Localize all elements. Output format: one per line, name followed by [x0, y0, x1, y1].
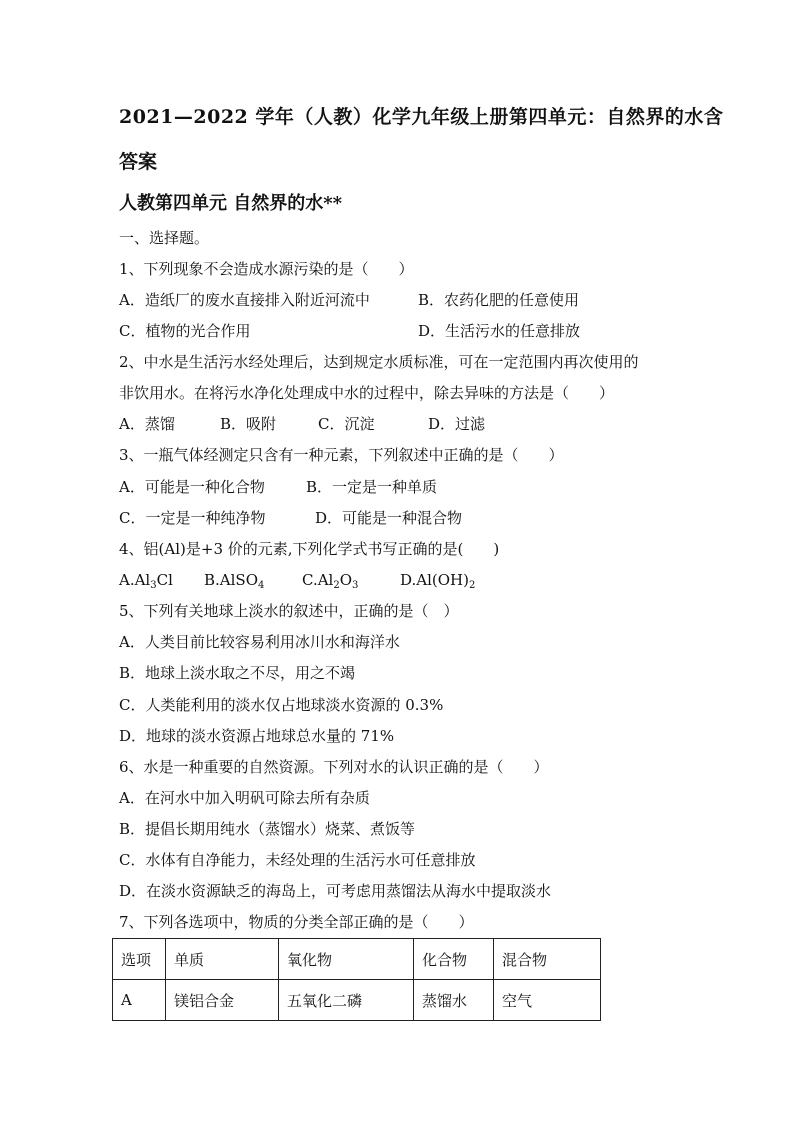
question-3-stem: 3、一瓶气体经测定只含有一种元素，下列叙述中正确的是（ ）	[119, 446, 564, 464]
question-4-stem: 4、铝(Al)是+3 价的元素,下列化学式书写正确的是( )	[119, 540, 500, 558]
question-5-stem: 5、下列有关地球上淡水的叙述中，正确的是（ ）	[119, 602, 459, 620]
table-cell: A	[113, 980, 166, 1021]
doc-title-continued: 答案	[119, 151, 158, 173]
question-2-option-d: D．过滤	[428, 415, 486, 433]
question-2-stem-line2: 非饮用水。在将污水净化处理成中水的过程中，除去异味的方法是（ ）	[119, 384, 615, 402]
table-cell: 空气	[494, 980, 601, 1021]
table-header-cell: 选项	[113, 939, 166, 980]
question-4-option-d: $D.Al(OH)_2$	[400, 571, 476, 591]
question-1-option-a: A．造纸厂的废水直接排入附近河流中	[119, 291, 370, 309]
doc-title: 2021—2022 学年（人教）化学九年级上册第四单元：自然界的水含	[119, 106, 724, 128]
question-5-option-b: B．地球上淡水取之不尽，用之不竭	[119, 664, 356, 682]
question-3-option-a: A．可能是一种化合物	[119, 478, 265, 496]
question-1-stem: 1、下列现象不会造成水源污染的是（ ）	[119, 260, 414, 278]
table-header-cell: 氧化物	[279, 939, 414, 980]
question-1-option-d: D．生活污水的任意排放	[418, 322, 581, 340]
table-header-row	[113, 939, 601, 980]
question-5-option-c: C．人类能利用的淡水仅占地球淡水资源的 0.3%	[119, 696, 444, 714]
question-4-option-c: $C.Al_2O_3$	[302, 571, 359, 591]
question-1-option-c: C．植物的光合作用	[119, 322, 251, 340]
table-row	[113, 980, 601, 1021]
question-3-option-c: C．一定是一种纯净物	[119, 509, 266, 527]
table-cell: 蒸馏水	[414, 980, 494, 1021]
question-4-option-a: $A.Al_3Cl$	[119, 571, 173, 591]
question-6-stem: 6、水是一种重要的自然资源。下列对水的认识正确的是（ ）	[119, 758, 549, 776]
question-2-stem-line1: 2、中水是生活污水经处理后，达到规定水质标准，可在一定范围内再次使用的	[119, 353, 639, 371]
classification-table	[112, 938, 601, 1021]
section-heading: 一、选择题。	[119, 229, 210, 247]
question-3-option-b: B．一定是一种单质	[306, 478, 438, 496]
question-5-option-d: D．地球的淡水资源占地球总水量的 71%	[119, 727, 395, 745]
question-4-option-b: B.AlSO$_4$	[204, 571, 265, 591]
table-cell: 镁铝合金	[166, 980, 279, 1021]
question-5-option-a: A．人类目前比较容易利用冰川水和海洋水	[119, 633, 400, 651]
table-header-cell: 混合物	[494, 939, 601, 980]
question-2-option-c: C．沉淀	[318, 415, 375, 433]
question-7-stem: 7、下列各选项中，物质的分类全部正确的是（ ）	[119, 913, 474, 931]
question-1-option-b: B．农药化肥的任意使用	[418, 291, 580, 309]
question-6-option-a: A．在河水中加入明矾可除去所有杂质	[119, 789, 370, 807]
question-6-option-b: B．提倡长期用纯水（蒸馏水）烧菜、煮饭等	[119, 820, 416, 838]
question-6-option-d: D．在淡水资源缺乏的海岛上，可考虑用蒸馏法从海水中提取淡水	[119, 882, 552, 900]
table-header-cell: 化合物	[414, 939, 494, 980]
question-2-option-a: A．蒸馏	[119, 415, 175, 433]
table-header-cell: 单质	[166, 939, 279, 980]
table-cell: 五氧化二磷	[279, 980, 414, 1021]
question-6-option-c: C．水体有自净能力，未经处理的生活污水可任意排放	[119, 851, 476, 869]
question-3-option-d: D．可能是一种混合物	[315, 509, 463, 527]
doc-subtitle: 人教第四单元 自然界的水**	[119, 193, 343, 214]
question-2-option-b: B．吸附	[220, 415, 277, 433]
